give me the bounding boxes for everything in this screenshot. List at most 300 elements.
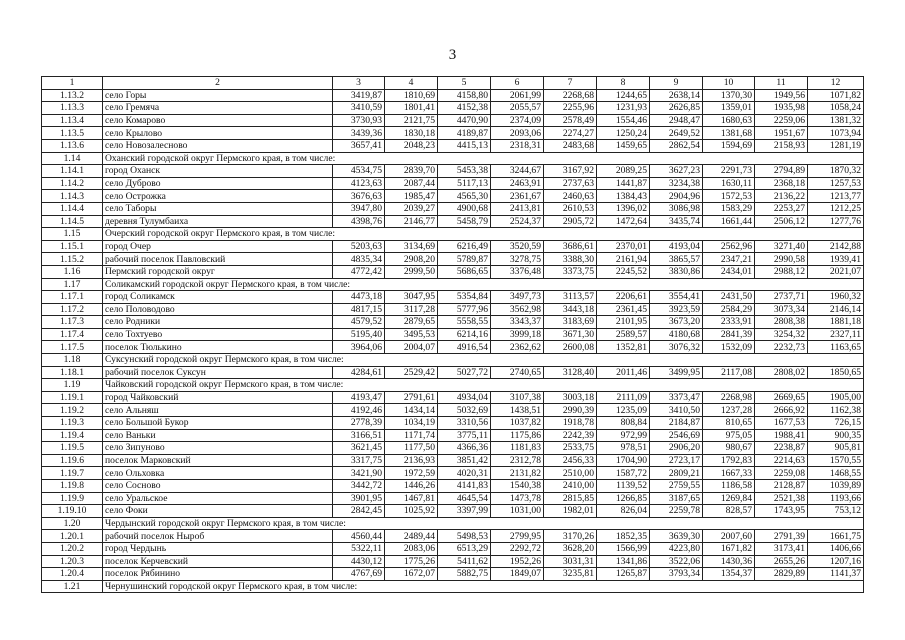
value-cell: 2362,62 xyxy=(491,341,544,354)
value-cell: 1680,63 xyxy=(703,114,755,127)
value-cell: 3113,57 xyxy=(544,291,597,304)
value-cell: 828,57 xyxy=(703,505,755,518)
settlement-name: село Половодово xyxy=(103,303,333,316)
value-cell: 2584,29 xyxy=(703,303,755,316)
value-cell: 2055,57 xyxy=(491,102,544,115)
value-cell: 905,81 xyxy=(808,442,864,455)
value-cell: 2562,96 xyxy=(703,240,755,253)
value-cell: 3310,56 xyxy=(438,417,491,430)
value-cell: 1213,77 xyxy=(808,190,864,203)
value-cell: 2347,21 xyxy=(703,253,755,266)
value-cell: 3627,23 xyxy=(650,165,703,178)
value-cell: 2841,39 xyxy=(703,328,755,341)
value-cell: 2101,95 xyxy=(597,316,650,329)
value-cell: 2999,50 xyxy=(385,265,438,278)
value-cell: 3343,37 xyxy=(491,316,544,329)
value-cell: 2410,00 xyxy=(544,480,597,493)
settlement-name: поселок Керчевский xyxy=(103,555,333,568)
settlement-name: рабочий поселок Ныроб xyxy=(103,530,333,543)
value-cell: 2083,06 xyxy=(385,542,438,555)
value-cell: 2990,58 xyxy=(755,253,808,266)
value-cell: 3254,32 xyxy=(755,328,808,341)
value-cell: 4152,38 xyxy=(438,102,491,115)
value-cell: 2004,07 xyxy=(385,341,438,354)
value-cell: 5032,69 xyxy=(438,404,491,417)
table-row xyxy=(42,555,864,568)
value-cell: 4579,52 xyxy=(333,316,385,329)
header-cell: 7 xyxy=(544,77,597,90)
value-cell: 1881,18 xyxy=(808,316,864,329)
value-cell: 826,04 xyxy=(597,505,650,518)
value-cell: 1396,02 xyxy=(597,202,650,215)
table-row xyxy=(42,165,864,178)
value-cell: 1352,81 xyxy=(597,341,650,354)
value-cell: 2666,92 xyxy=(755,404,808,417)
value-cell: 1186,58 xyxy=(703,480,755,493)
value-cell: 3443,18 xyxy=(544,303,597,316)
section-row xyxy=(42,517,864,530)
value-cell: 2039,27 xyxy=(385,202,438,215)
value-cell: 2111,09 xyxy=(597,391,650,404)
value-cell: 972,99 xyxy=(597,429,650,442)
header-cell: 10 xyxy=(703,77,755,90)
row-code: 1.20.1 xyxy=(42,530,103,543)
value-cell: 1852,35 xyxy=(597,530,650,543)
value-cell: 2117,08 xyxy=(703,366,755,379)
value-cell: 1171,74 xyxy=(385,429,438,442)
table-row xyxy=(42,417,864,430)
value-cell: 4534,75 xyxy=(333,165,385,178)
value-cell: 2791,39 xyxy=(755,530,808,543)
row-code: 1.14 xyxy=(42,152,103,165)
value-cell: 1446,26 xyxy=(385,480,438,493)
value-cell: 4189,87 xyxy=(438,127,491,140)
value-cell: 3497,73 xyxy=(491,291,544,304)
value-cell: 1193,66 xyxy=(808,492,864,505)
value-cell: 1434,14 xyxy=(385,404,438,417)
value-cell: 4900,68 xyxy=(438,202,491,215)
value-cell: 2610,53 xyxy=(544,202,597,215)
value-cell: 4470,90 xyxy=(438,114,491,127)
value-cell: 1058,24 xyxy=(808,102,864,115)
value-cell: 2799,95 xyxy=(491,530,544,543)
value-cell: 2829,89 xyxy=(755,568,808,581)
value-cell: 2737,63 xyxy=(544,177,597,190)
value-cell: 3167,92 xyxy=(544,165,597,178)
value-cell: 1162,38 xyxy=(808,404,864,417)
value-cell: 3278,75 xyxy=(491,253,544,266)
value-cell: 1406,66 xyxy=(808,542,864,555)
row-code: 1.19.1 xyxy=(42,391,103,404)
settlement-name: село Острожка xyxy=(103,190,333,203)
value-cell: 4835,34 xyxy=(333,253,385,266)
value-cell: 2794,89 xyxy=(755,165,808,178)
value-cell: 1583,29 xyxy=(703,202,755,215)
value-cell: 726,15 xyxy=(808,417,864,430)
table-row xyxy=(42,429,864,442)
row-code: 1.20.4 xyxy=(42,568,103,581)
value-cell: 1587,72 xyxy=(597,467,650,480)
value-cell: 3628,20 xyxy=(544,542,597,555)
row-code: 1.17.1 xyxy=(42,291,103,304)
value-cell: 5117,13 xyxy=(438,177,491,190)
header-cell: 12 xyxy=(808,77,864,90)
value-cell: 2146,77 xyxy=(385,215,438,228)
table-row xyxy=(42,139,864,152)
value-cell: 3235,81 xyxy=(544,568,597,581)
table-row xyxy=(42,391,864,404)
value-cell: 3373,75 xyxy=(544,265,597,278)
value-cell: 2184,87 xyxy=(650,417,703,430)
settlement-name: село Дуброво xyxy=(103,177,333,190)
value-cell: 1139,52 xyxy=(597,480,650,493)
value-cell: 1472,64 xyxy=(597,215,650,228)
value-cell: 2158,93 xyxy=(755,139,808,152)
value-cell: 3522,06 xyxy=(650,555,703,568)
header-row xyxy=(42,77,864,90)
value-cell: 5027,72 xyxy=(438,366,491,379)
value-cell: 1594,69 xyxy=(703,139,755,152)
value-cell: 2463,91 xyxy=(491,177,544,190)
value-cell: 3730,93 xyxy=(333,114,385,127)
settlement-name: поселок Рябинино xyxy=(103,568,333,581)
value-cell: 3173,41 xyxy=(755,542,808,555)
value-cell: 2506,12 xyxy=(755,215,808,228)
value-cell: 2434,01 xyxy=(703,265,755,278)
section-title: Чайковский городской округ Пермского края, в том числе: xyxy=(103,379,864,392)
settlement-name: город Чайковский xyxy=(103,391,333,404)
value-cell: 1988,41 xyxy=(755,429,808,442)
value-cell: 2842,45 xyxy=(333,505,385,518)
value-cell: 5882,75 xyxy=(438,568,491,581)
value-cell: 1244,65 xyxy=(597,89,650,102)
value-cell: 3671,30 xyxy=(544,328,597,341)
tariff-table xyxy=(41,76,864,593)
settlement-name: город Чердынь xyxy=(103,542,333,555)
value-cell: 2638,14 xyxy=(650,89,703,102)
value-cell: 2327,11 xyxy=(808,328,864,341)
value-cell: 753,12 xyxy=(808,505,864,518)
table-row xyxy=(42,89,864,102)
value-cell: 1438,51 xyxy=(491,404,544,417)
value-cell: 5558,55 xyxy=(438,316,491,329)
value-cell: 3107,38 xyxy=(491,391,544,404)
value-cell: 1566,99 xyxy=(597,542,650,555)
value-cell: 1281,19 xyxy=(808,139,864,152)
value-cell: 2669,65 xyxy=(755,391,808,404)
value-cell: 4473,18 xyxy=(333,291,385,304)
value-cell: 1231,93 xyxy=(597,102,650,115)
header-cell: 2 xyxy=(103,77,333,90)
value-cell: 2131,82 xyxy=(491,467,544,480)
section-row xyxy=(42,580,864,593)
value-cell: 1175,86 xyxy=(491,429,544,442)
table-row xyxy=(42,341,864,354)
row-code: 1.15 xyxy=(42,228,103,241)
row-code: 1.13.5 xyxy=(42,127,103,140)
value-cell: 2589,57 xyxy=(597,328,650,341)
value-cell: 3947,80 xyxy=(333,202,385,215)
value-cell: 3419,87 xyxy=(333,89,385,102)
value-cell: 4123,63 xyxy=(333,177,385,190)
value-cell: 4916,54 xyxy=(438,341,491,354)
table-row xyxy=(42,442,864,455)
value-cell: 5777,96 xyxy=(438,303,491,316)
settlement-name: село Таборы xyxy=(103,202,333,215)
value-cell: 5322,11 xyxy=(333,542,385,555)
value-cell: 975,05 xyxy=(703,429,755,442)
value-cell: 3166,51 xyxy=(333,429,385,442)
value-cell: 6214,16 xyxy=(438,328,491,341)
settlement-name: село Горы xyxy=(103,89,333,102)
value-cell: 1441,87 xyxy=(597,177,650,190)
value-cell: 2808,38 xyxy=(755,316,808,329)
value-cell: 4430,12 xyxy=(333,555,385,568)
value-cell: 1661,44 xyxy=(703,215,755,228)
value-cell: 1743,95 xyxy=(755,505,808,518)
value-cell: 1467,81 xyxy=(385,492,438,505)
settlement-name: село Альняш xyxy=(103,404,333,417)
table-row xyxy=(42,505,864,518)
header-cell: 8 xyxy=(597,77,650,90)
value-cell: 2255,96 xyxy=(544,102,597,115)
value-cell: 1677,53 xyxy=(755,417,808,430)
value-cell: 2483,68 xyxy=(544,139,597,152)
value-cell: 5453,38 xyxy=(438,165,491,178)
value-cell: 3901,95 xyxy=(333,492,385,505)
value-cell: 2136,22 xyxy=(755,190,808,203)
value-cell: 2374,09 xyxy=(491,114,544,127)
value-cell: 1792,83 xyxy=(703,454,755,467)
row-code: 1.18.1 xyxy=(42,366,103,379)
table-row xyxy=(42,177,864,190)
value-cell: 2740,65 xyxy=(491,366,544,379)
value-cell: 1269,84 xyxy=(703,492,755,505)
value-cell: 2879,65 xyxy=(385,316,438,329)
value-cell: 2259,08 xyxy=(755,467,808,480)
value-cell: 3086,98 xyxy=(650,202,703,215)
header-cell: 4 xyxy=(385,77,438,90)
value-cell: 1540,38 xyxy=(491,480,544,493)
value-cell: 5411,62 xyxy=(438,555,491,568)
value-cell: 1181,83 xyxy=(491,442,544,455)
row-code: 1.19.3 xyxy=(42,417,103,430)
value-cell: 2007,60 xyxy=(703,530,755,543)
section-row xyxy=(42,379,864,392)
value-cell: 1570,55 xyxy=(808,454,864,467)
value-cell: 4415,13 xyxy=(438,139,491,152)
section-row xyxy=(42,354,864,367)
row-code: 1.14.3 xyxy=(42,190,103,203)
value-cell: 3676,63 xyxy=(333,190,385,203)
row-code: 1.20 xyxy=(42,517,103,530)
settlement-name: село Уральское xyxy=(103,492,333,505)
value-cell: 1905,00 xyxy=(808,391,864,404)
table-row xyxy=(42,480,864,493)
value-cell: 2136,93 xyxy=(385,454,438,467)
row-code: 1.20.3 xyxy=(42,555,103,568)
value-cell: 4158,80 xyxy=(438,89,491,102)
row-code: 1.13.2 xyxy=(42,89,103,102)
value-cell: 6216,49 xyxy=(438,240,491,253)
settlement-name: село Фоки xyxy=(103,505,333,518)
page-number: 3 xyxy=(448,47,457,63)
section-row xyxy=(42,228,864,241)
value-cell: 1775,26 xyxy=(385,555,438,568)
value-cell: 2142,88 xyxy=(808,240,864,253)
settlement-name: село Зипуново xyxy=(103,442,333,455)
value-cell: 2370,01 xyxy=(597,240,650,253)
value-cell: 3134,69 xyxy=(385,240,438,253)
value-cell: 1939,41 xyxy=(808,253,864,266)
settlement-name: поселок Тюлькино xyxy=(103,341,333,354)
value-cell: 1177,50 xyxy=(385,442,438,455)
value-cell: 2292,72 xyxy=(491,542,544,555)
value-cell: 2011,46 xyxy=(597,366,650,379)
value-cell: 1918,78 xyxy=(544,417,597,430)
value-cell: 2232,73 xyxy=(755,341,808,354)
value-cell: 3376,48 xyxy=(491,265,544,278)
value-cell: 4193,04 xyxy=(650,240,703,253)
value-cell: 5458,79 xyxy=(438,215,491,228)
value-cell: 3397,99 xyxy=(438,505,491,518)
value-cell: 3421,90 xyxy=(333,467,385,480)
table-row xyxy=(42,303,864,316)
value-cell: 1212,25 xyxy=(808,202,864,215)
value-cell: 1370,30 xyxy=(703,89,755,102)
value-cell: 4020,31 xyxy=(438,467,491,480)
value-cell: 2268,68 xyxy=(544,89,597,102)
row-code: 1.19.5 xyxy=(42,442,103,455)
value-cell: 3775,11 xyxy=(438,429,491,442)
value-cell: 2259,78 xyxy=(650,505,703,518)
value-cell: 2578,49 xyxy=(544,114,597,127)
value-cell: 3793,34 xyxy=(650,568,703,581)
section-row xyxy=(42,152,864,165)
value-cell: 1359,01 xyxy=(703,102,755,115)
value-cell: 1830,18 xyxy=(385,127,438,140)
value-cell: 2146,14 xyxy=(808,303,864,316)
table-row xyxy=(42,366,864,379)
row-code: 1.14.4 xyxy=(42,202,103,215)
value-cell: 3657,41 xyxy=(333,139,385,152)
header-cell: 9 xyxy=(650,77,703,90)
table-row xyxy=(42,467,864,480)
value-cell: 2600,08 xyxy=(544,341,597,354)
value-cell: 2626,85 xyxy=(650,102,703,115)
row-code: 1.14.2 xyxy=(42,177,103,190)
value-cell: 1667,33 xyxy=(703,467,755,480)
row-code: 1.19.6 xyxy=(42,454,103,467)
section-title: Суксунский городской округ Пермского края, в том числе: xyxy=(103,354,864,367)
value-cell: 978,51 xyxy=(597,442,650,455)
row-code: 1.19 xyxy=(42,379,103,392)
value-cell: 2546,69 xyxy=(650,429,703,442)
value-cell: 2274,27 xyxy=(544,127,597,140)
table-body xyxy=(42,77,864,593)
table-row xyxy=(42,190,864,203)
settlement-name: село Крылово xyxy=(103,127,333,140)
row-code: 1.19.2 xyxy=(42,404,103,417)
value-cell: 5195,40 xyxy=(333,328,385,341)
table-row xyxy=(42,568,864,581)
section-title: Чердынский городской округ Пермского края, в том числе: xyxy=(103,517,864,530)
value-cell: 2312,78 xyxy=(491,454,544,467)
value-cell: 2021,07 xyxy=(808,265,864,278)
value-cell: 2533,75 xyxy=(544,442,597,455)
value-cell: 2061,99 xyxy=(491,89,544,102)
row-code: 1.19.8 xyxy=(42,480,103,493)
value-cell: 1972,59 xyxy=(385,467,438,480)
table-row xyxy=(42,240,864,253)
value-cell: 2815,85 xyxy=(544,492,597,505)
value-cell: 3047,95 xyxy=(385,291,438,304)
section-title: Очерский городской округ Пермского края, в том числе: xyxy=(103,228,864,241)
table-row xyxy=(42,102,864,115)
section-title: Чернушинский городской округ Пермского края, в том числе: xyxy=(103,580,864,593)
value-cell: 4193,47 xyxy=(333,391,385,404)
value-cell: 5203,63 xyxy=(333,240,385,253)
value-cell: 4223,80 xyxy=(650,542,703,555)
value-cell: 2862,54 xyxy=(650,139,703,152)
table-row xyxy=(42,404,864,417)
value-cell: 1257,53 xyxy=(808,177,864,190)
value-cell: 2655,26 xyxy=(755,555,808,568)
header-cell: 6 xyxy=(491,77,544,90)
settlement-name: село Тохтуево xyxy=(103,328,333,341)
value-cell: 3686,61 xyxy=(544,240,597,253)
value-cell: 5686,65 xyxy=(438,265,491,278)
value-cell: 3999,18 xyxy=(491,328,544,341)
value-cell: 1025,92 xyxy=(385,505,438,518)
value-cell: 2368,18 xyxy=(755,177,808,190)
value-cell: 2333,91 xyxy=(703,316,755,329)
table-row xyxy=(42,492,864,505)
value-cell: 2905,72 xyxy=(544,215,597,228)
settlement-name: село Новозалесново xyxy=(103,139,333,152)
value-cell: 2524,37 xyxy=(491,215,544,228)
value-cell: 5498,53 xyxy=(438,530,491,543)
value-cell: 1935,98 xyxy=(755,102,808,115)
value-cell: 1572,53 xyxy=(703,190,755,203)
value-cell: 2809,21 xyxy=(650,467,703,480)
value-cell: 3639,30 xyxy=(650,530,703,543)
value-cell: 2361,67 xyxy=(491,190,544,203)
value-cell: 4366,36 xyxy=(438,442,491,455)
value-cell: 2904,96 xyxy=(650,190,703,203)
value-cell: 3031,31 xyxy=(544,555,597,568)
settlement-name: рабочий поселок Павловский xyxy=(103,253,333,266)
value-cell: 4141,83 xyxy=(438,480,491,493)
value-cell: 1801,41 xyxy=(385,102,438,115)
value-cell: 1949,56 xyxy=(755,89,808,102)
value-cell: 2253,27 xyxy=(755,202,808,215)
settlement-name: село Гремяча xyxy=(103,102,333,115)
value-cell: 1250,24 xyxy=(597,127,650,140)
table-row xyxy=(42,530,864,543)
table-row xyxy=(42,291,864,304)
value-cell: 1037,82 xyxy=(491,417,544,430)
value-cell: 4817,15 xyxy=(333,303,385,316)
value-cell: 3234,38 xyxy=(650,177,703,190)
value-cell: 3562,98 xyxy=(491,303,544,316)
value-cell: 2361,45 xyxy=(597,303,650,316)
settlement-name: деревня Тулумбаиха xyxy=(103,215,333,228)
value-cell: 4560,44 xyxy=(333,530,385,543)
settlement-name: поселок Марковский xyxy=(103,454,333,467)
value-cell: 1237,28 xyxy=(703,404,755,417)
value-cell: 1384,43 xyxy=(597,190,650,203)
